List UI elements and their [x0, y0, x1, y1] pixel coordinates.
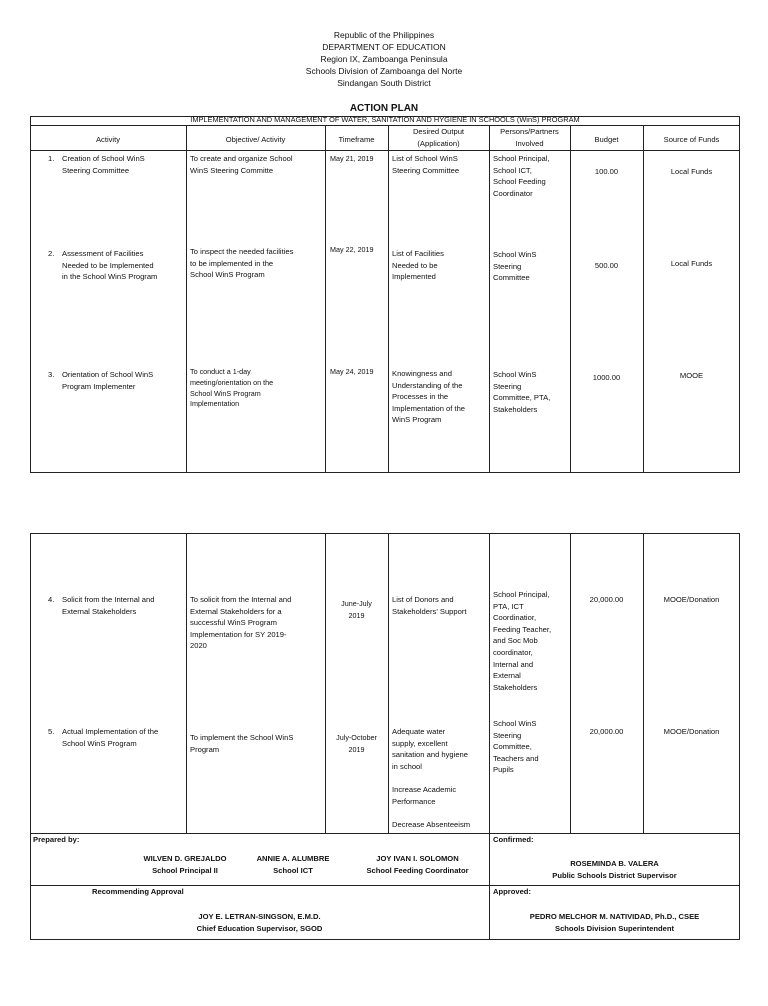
row-persons: School Principal, School ICT, School Feeding Coordinator: [493, 154, 550, 198]
row-timeframe: May 22, 2019: [330, 245, 374, 254]
confirmed-label: Confirmed:: [493, 835, 534, 844]
row-timeframe: May 24, 2019: [330, 367, 374, 376]
row-timeframe: June-July 2019: [341, 599, 372, 620]
prepared-by-label: Prepared by:: [33, 835, 80, 844]
signatory-title: School Feeding Coordinator: [366, 866, 469, 875]
header-line: Sindangan South District: [337, 78, 431, 88]
document-header: [0, 29, 768, 89]
row-output: Knowingness and Understanding of the Processes in the Implementation of the WinS Program: [392, 369, 466, 425]
col-header-output: Desired Output (Application): [412, 127, 465, 148]
row-budget: 500.00: [594, 261, 619, 270]
row-number: 3.: [48, 370, 55, 379]
row-activity: Solicit from the Internal and External Stakeholders: [62, 595, 155, 616]
row-number: 1.: [48, 154, 55, 163]
row-funds: Local Funds: [670, 259, 713, 268]
signatory-name: PEDRO MELCHOR M. NATIVIDAD, Ph.D., CSEE: [529, 912, 700, 921]
col-header-activity: Activity: [95, 135, 121, 144]
signatory-title: Public Schools District Supervisor: [552, 871, 677, 880]
col-header-budget: Budget: [594, 135, 619, 144]
signatory-title: School ICT: [273, 866, 313, 875]
col-header-objective: Objective/ Activity: [225, 135, 286, 144]
row-persons: School Principal, PTA, ICT Coordinatior, Feeding Teacher, and Soc Mob coordinator, Internal and External Stakeholders: [493, 590, 552, 692]
header-line: Schools Division of Zamboanga del Norte: [305, 66, 463, 76]
row-budget: 100.00: [594, 167, 619, 176]
row-number: 2.: [48, 249, 55, 258]
col-header-persons: Persons/Partners Involved: [500, 127, 559, 148]
row-objective: To inspect the needed facilities to be implemented in the School WinS Program: [190, 247, 294, 280]
row-activity: Creation of School WinS Steering Committee: [62, 154, 145, 175]
row-number: 4.: [48, 595, 55, 604]
approved-label: Approved:: [493, 887, 531, 896]
row-activity: Actual Implementation of the School WinS Program: [62, 727, 159, 748]
header-line: DEPARTMENT OF EDUCATION: [322, 42, 446, 52]
row-timeframe: July-October 2019: [336, 733, 377, 754]
row-funds: MOOE: [679, 371, 704, 380]
row-persons: School WinS Steering Committee: [493, 250, 537, 283]
signatory-title: School Principal II: [152, 866, 218, 875]
row-funds: MOOE/Donation: [663, 727, 720, 736]
row-objective: To conduct a 1-day meeting/orientation on the School WinS Program Implementation: [190, 367, 274, 409]
action-plan-table-2: [30, 533, 740, 834]
row-budget: 20,000.00: [589, 595, 624, 604]
page-title: ACTION PLAN: [349, 103, 419, 114]
row-budget: 20,000.00: [589, 727, 624, 736]
signatory-name: JOY E. LETRAN-SINGSON, E.M.D.: [198, 912, 321, 921]
row-persons: School WinS Steering Committee, PTA, Stakeholders: [493, 370, 551, 414]
row-timeframe: May 21, 2019: [330, 154, 374, 163]
row-funds: Local Funds: [670, 167, 713, 176]
row-objective: To solicit from the Internal and External Stakeholders for a successful WinS Program Implementation for SY 2019- 2020: [190, 595, 292, 651]
row-output: Adequate water supply, excellent sanitation and hygiene in school Increase Academic Performance Decrease Absenteeism: [392, 727, 471, 829]
signatory-name: ROSEMINDA B. VALERA: [570, 859, 659, 868]
header-line: Region IX, Zamboanga Peninsula: [320, 54, 448, 64]
signatory-title: Chief Education Supervisor, SGOD: [196, 924, 323, 933]
signatory-title: Schools Division Superintendent: [555, 924, 674, 933]
row-objective: To create and organize School WinS Steering Committe: [190, 154, 293, 175]
row-budget: 1000.00: [592, 373, 621, 382]
row-output: List of Facilities Needed to be Implemented: [392, 249, 444, 282]
row-output: List of School WinS Steering Committee: [392, 154, 460, 175]
col-header-timeframe: Timeframe: [338, 135, 375, 144]
col-header-funds: Source of Funds: [663, 135, 720, 144]
row-number: 5.: [48, 727, 55, 736]
program-title: IMPLEMENTATION AND MANAGEMENT OF WATER, SANITATION AND HYGIENE IN SCHOOLS (WinS) PROGRAM: [190, 115, 580, 124]
recommending-approval-label: Recommending Approval: [92, 887, 184, 896]
row-persons: School WinS Steering Committee, Teachers and Pupils: [493, 719, 539, 775]
row-activity: Orientation of School WinS Program Implementer: [62, 370, 154, 391]
row-funds: MOOE/Donation: [663, 595, 720, 604]
row-output: List of Donors and Stakeholders' Support: [392, 595, 467, 616]
signatory-name: ANNIE A. ALUMBRE: [256, 854, 330, 863]
signatory-name: JOY IVAN I. SOLOMON: [376, 854, 459, 863]
row-objective: To implement the School WinS Program: [190, 733, 294, 754]
row-activity: Assessment of Facilities Needed to be Implemented in the School WinS Program: [62, 249, 158, 282]
signatory-name: WILVEN D. GREJALDO: [143, 854, 227, 863]
header-line: Republic of the Philippines: [333, 30, 435, 40]
